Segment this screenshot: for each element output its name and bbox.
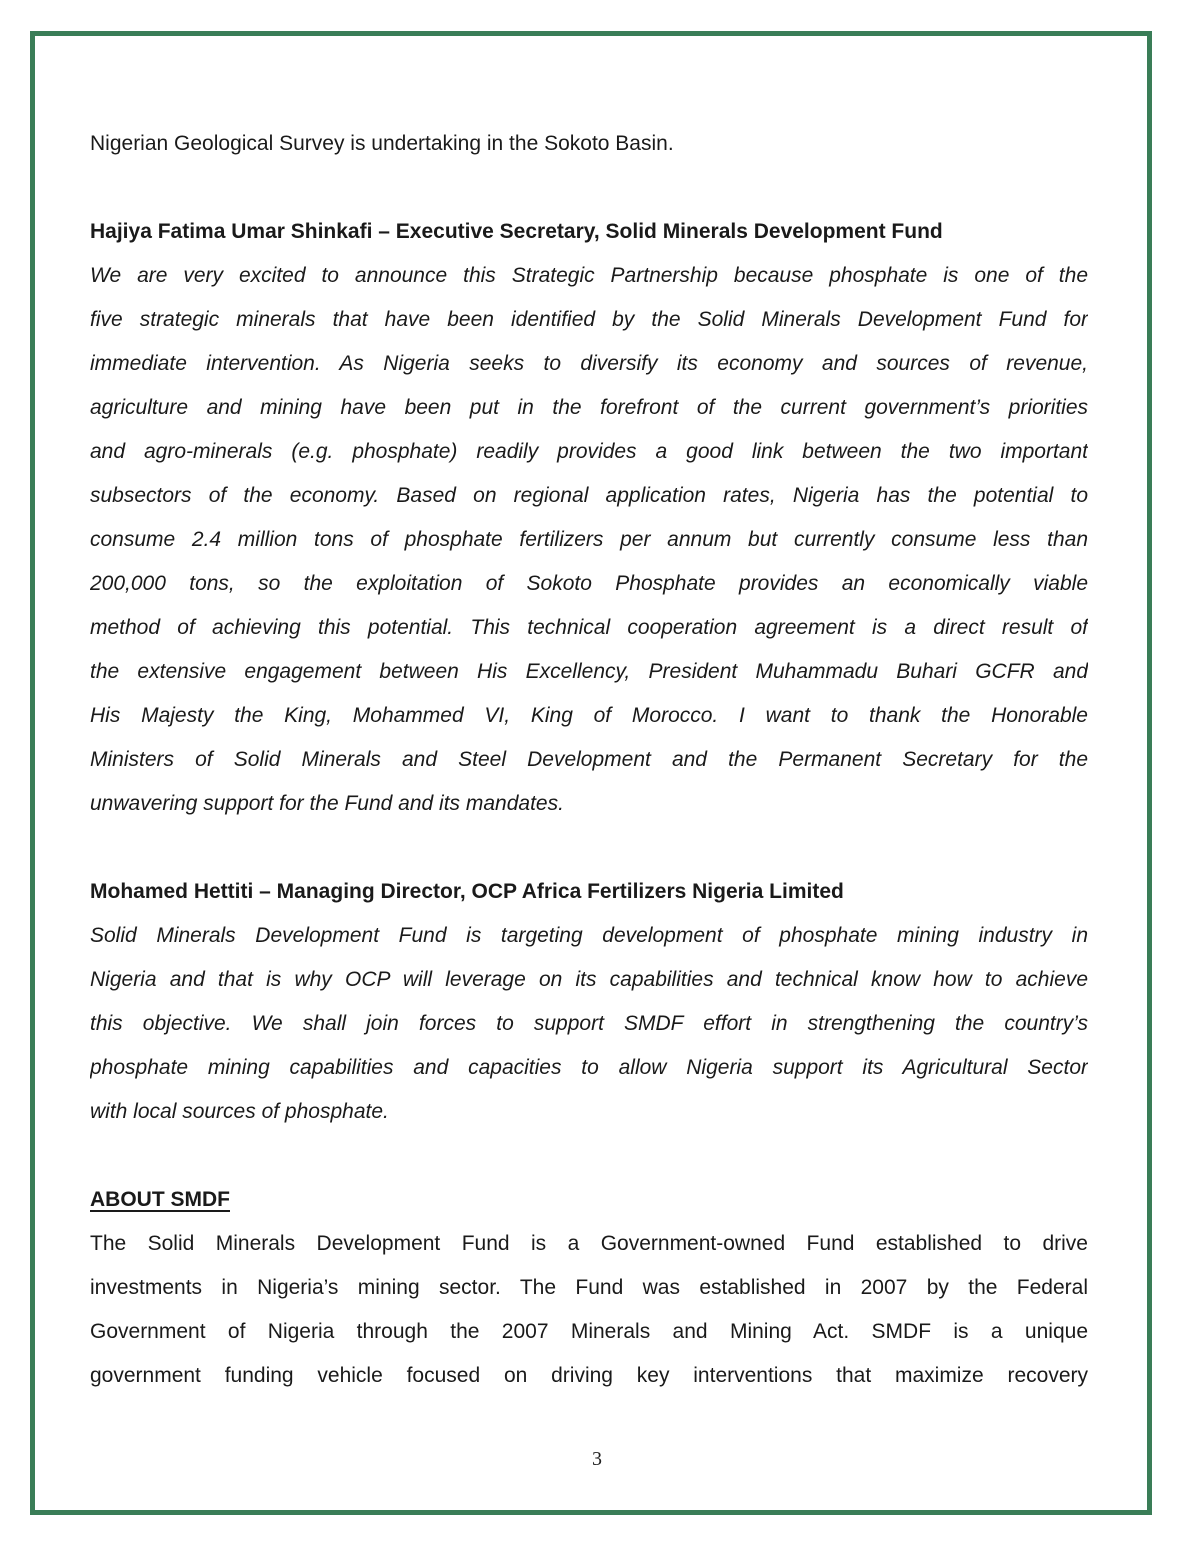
about-line: investments in Nigeria’s mining sector. The Fund was established in 2007 by the Federal xyxy=(90,1276,1088,1299)
quote1-line: method of achieving this potential. This technical cooperation agreement is a direct result of xyxy=(90,616,1088,639)
quote2-line: Nigeria and that is why OCP will leverage on its capabilities and technical know how to achieve xyxy=(90,968,1088,991)
quote1-line: and agro-minerals (e.g. phosphate) readily provides a good link between the two important xyxy=(90,440,1088,463)
quote2-line: Solid Minerals Development Fund is targeting development of phosphate mining industry in xyxy=(90,924,1088,947)
quote1-line: consume 2.4 million tons of phosphate fertilizers per annum but currently consume less than xyxy=(90,528,1088,551)
quote1-body xyxy=(90,254,1088,826)
page-number: 3 xyxy=(592,1448,602,1470)
quote2-line: this objective. We shall join forces to support SMDF effort in strengthening the country’s xyxy=(90,1012,1088,1035)
paragraph-gap xyxy=(90,166,1088,210)
document-body xyxy=(90,122,1088,1398)
about-heading: ABOUT SMDF xyxy=(90,1188,230,1211)
quote1-line: Ministers of Solid Minerals and Steel Development and the Permanent Secretary for the xyxy=(90,748,1088,771)
quote1-line: His Majesty the King, Mohammed VI, King of Morocco. I want to thank the Honorable xyxy=(90,704,1088,727)
quote2-line-last: with local sources of phosphate. xyxy=(90,1100,389,1123)
quote1-line: five strategic minerals that have been identified by the Solid Minerals Development Fund for xyxy=(90,308,1088,331)
quote2-line: phosphate mining capabilities and capacities to allow Nigeria support its Agricultural Sector xyxy=(90,1056,1088,1079)
intro-line: Nigerian Geological Survey is undertaking in the Sokoto Basin. xyxy=(90,132,674,155)
quote1-line: agriculture and mining have been put in the forefront of the current government’s priorities xyxy=(90,396,1088,419)
about-body xyxy=(90,1222,1088,1398)
paragraph-gap xyxy=(90,826,1088,870)
quote1-line: We are very excited to announce this Strategic Partnership because phosphate is one of the xyxy=(90,264,1088,287)
quote2-body xyxy=(90,914,1088,1134)
quote1-line: subsectors of the economy. Based on regional application rates, Nigeria has the potential to xyxy=(90,484,1088,507)
about-line: Government of Nigeria through the 2007 Minerals and Mining Act. SMDF is a unique xyxy=(90,1320,1088,1343)
quote1-heading: Hajiya Fatima Umar Shinkafi – Executive Secretary, Solid Minerals Development Fund xyxy=(90,220,943,243)
quote1-line: the extensive engagement between His Excellency, President Muhammadu Buhari GCFR and xyxy=(90,660,1088,683)
quote2-heading: Mohamed Hettiti – Managing Director, OCP Africa Fertilizers Nigeria Limited xyxy=(90,880,844,903)
quote1-line: 200,000 tons, so the exploitation of Sokoto Phosphate provides an economically viable xyxy=(90,572,1088,595)
about-line: government funding vehicle focused on driving key interventions that maximize recovery xyxy=(90,1364,1088,1387)
quote1-line-last: unwavering support for the Fund and its mandates. xyxy=(90,792,564,815)
paragraph-gap xyxy=(90,1134,1088,1178)
quote1-line: immediate intervention. As Nigeria seeks to diversify its economy and sources of revenue, xyxy=(90,352,1088,375)
about-line: The Solid Minerals Development Fund is a Government-owned Fund established to drive xyxy=(90,1232,1088,1255)
